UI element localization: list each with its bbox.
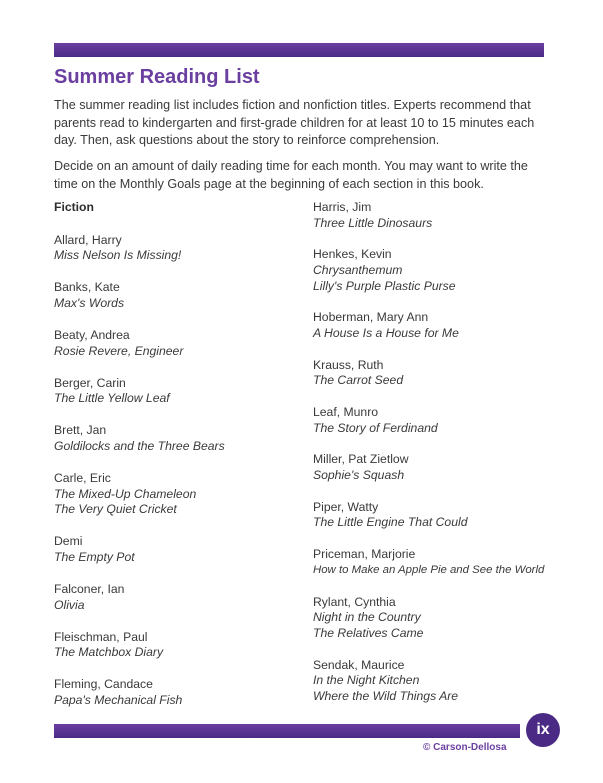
author-name: Rylant, Cynthia	[313, 594, 396, 609]
book-title: The Empty Pot	[54, 549, 135, 564]
author-name: Carle, Eric	[54, 471, 111, 486]
author-name: Hoberman, Mary Ann	[313, 310, 429, 325]
list-item	[313, 247, 583, 294]
author-name: Falconer, Ian	[54, 582, 125, 596]
book-title: Night in the Country	[313, 610, 421, 625]
book-title: Sophie's Squash	[313, 468, 405, 483]
book-title: The Little Engine That Could	[313, 515, 468, 530]
list-item	[54, 534, 299, 565]
list-item	[313, 452, 583, 483]
list-item	[313, 405, 583, 436]
book-title: How to Make an Apple Pie and See the World	[313, 563, 545, 576]
book-title: The Mixed-Up Chameleon	[54, 486, 197, 501]
list-item	[54, 233, 299, 264]
bottom-decorative-bar	[54, 724, 520, 738]
book-title: Where the Wild Things Are	[313, 688, 459, 703]
author-name: Fleischman, Paul	[54, 629, 148, 644]
fiction-column-left	[54, 200, 299, 725]
author-name: Demi	[54, 534, 83, 549]
copyright-notice: © Carson-Dellosa	[423, 742, 507, 753]
list-item	[313, 547, 583, 578]
book-title: Papa's Mechanical Fish	[54, 692, 183, 707]
author-name: Berger, Carin	[54, 375, 126, 390]
book-title: Olivia	[54, 597, 85, 612]
author-name: Harris, Jim	[313, 200, 372, 214]
author-name: Krauss, Ruth	[313, 357, 384, 372]
book-title: A House Is a House for Me	[313, 325, 459, 340]
list-item	[313, 310, 583, 341]
author-name: Leaf, Munro	[313, 405, 379, 420]
author-name: Beaty, Andrea	[54, 327, 130, 342]
author-name: Henkes, Kevin	[313, 247, 392, 262]
book-title: In the Night Kitchen	[313, 673, 420, 688]
list-item	[54, 677, 299, 708]
list-item	[54, 280, 299, 311]
book-title: Lilly's Purple Plastic Purse	[313, 278, 456, 293]
book-title: The Matchbox Diary	[54, 645, 164, 660]
author-name: Sendak, Maurice	[313, 657, 405, 672]
list-item	[54, 376, 299, 407]
list-item	[313, 500, 583, 531]
book-title: Max's Words	[54, 295, 125, 310]
list-item	[313, 200, 583, 231]
instructions-paragraph: Decide on an amount of daily reading time for each month. You may want to write the time on the Monthly Goals page at the beginning of each section in this book.	[54, 159, 528, 191]
author-name: Fleming, Candace	[54, 677, 153, 692]
book-title: Three Little Dinosaurs	[313, 215, 433, 230]
list-item	[313, 358, 583, 389]
page-title: Summer Reading List	[54, 66, 260, 88]
book-title: The Carrot Seed	[313, 373, 404, 388]
intro-paragraph: The summer reading list includes fiction and nonfiction titles. Experts recommend that parents read to kindergarten and first-grade children for at least 10 to 15 minutes each day. Then, ask questions about the story to reinforce comprehension.	[54, 98, 535, 147]
book-title: The Relatives Came	[313, 625, 424, 640]
fiction-column-right	[313, 200, 583, 721]
author-name: Brett, Jan	[54, 423, 107, 438]
list-item	[54, 582, 299, 613]
author-name: Miller, Pat Zietlow	[313, 452, 409, 467]
book-title: Chrysanthemum	[313, 262, 403, 277]
top-decorative-bar	[54, 43, 544, 57]
list-item	[313, 658, 583, 705]
book-title: Goldilocks and the Three Bears	[54, 438, 225, 453]
book-title: The Little Yellow Leaf	[54, 391, 170, 406]
list-item	[313, 595, 583, 642]
book-title: Rosie Revere, Engineer	[54, 343, 184, 358]
book-title: Miss Nelson Is Missing!	[54, 248, 182, 263]
book-title: The Story of Ferdinand	[313, 420, 438, 435]
list-item	[54, 630, 299, 661]
book-title: The Very Quiet Cricket	[54, 502, 177, 517]
author-name: Priceman, Marjorie	[313, 547, 416, 562]
page-number-badge: ix	[526, 713, 560, 747]
list-item	[54, 328, 299, 359]
author-name: Piper, Watty	[313, 499, 379, 514]
list-item	[54, 423, 299, 454]
author-name: Banks, Kate	[54, 280, 120, 295]
list-item	[54, 471, 299, 518]
section-heading-fiction: Fiction	[54, 200, 94, 214]
author-name: Allard, Harry	[54, 232, 122, 247]
